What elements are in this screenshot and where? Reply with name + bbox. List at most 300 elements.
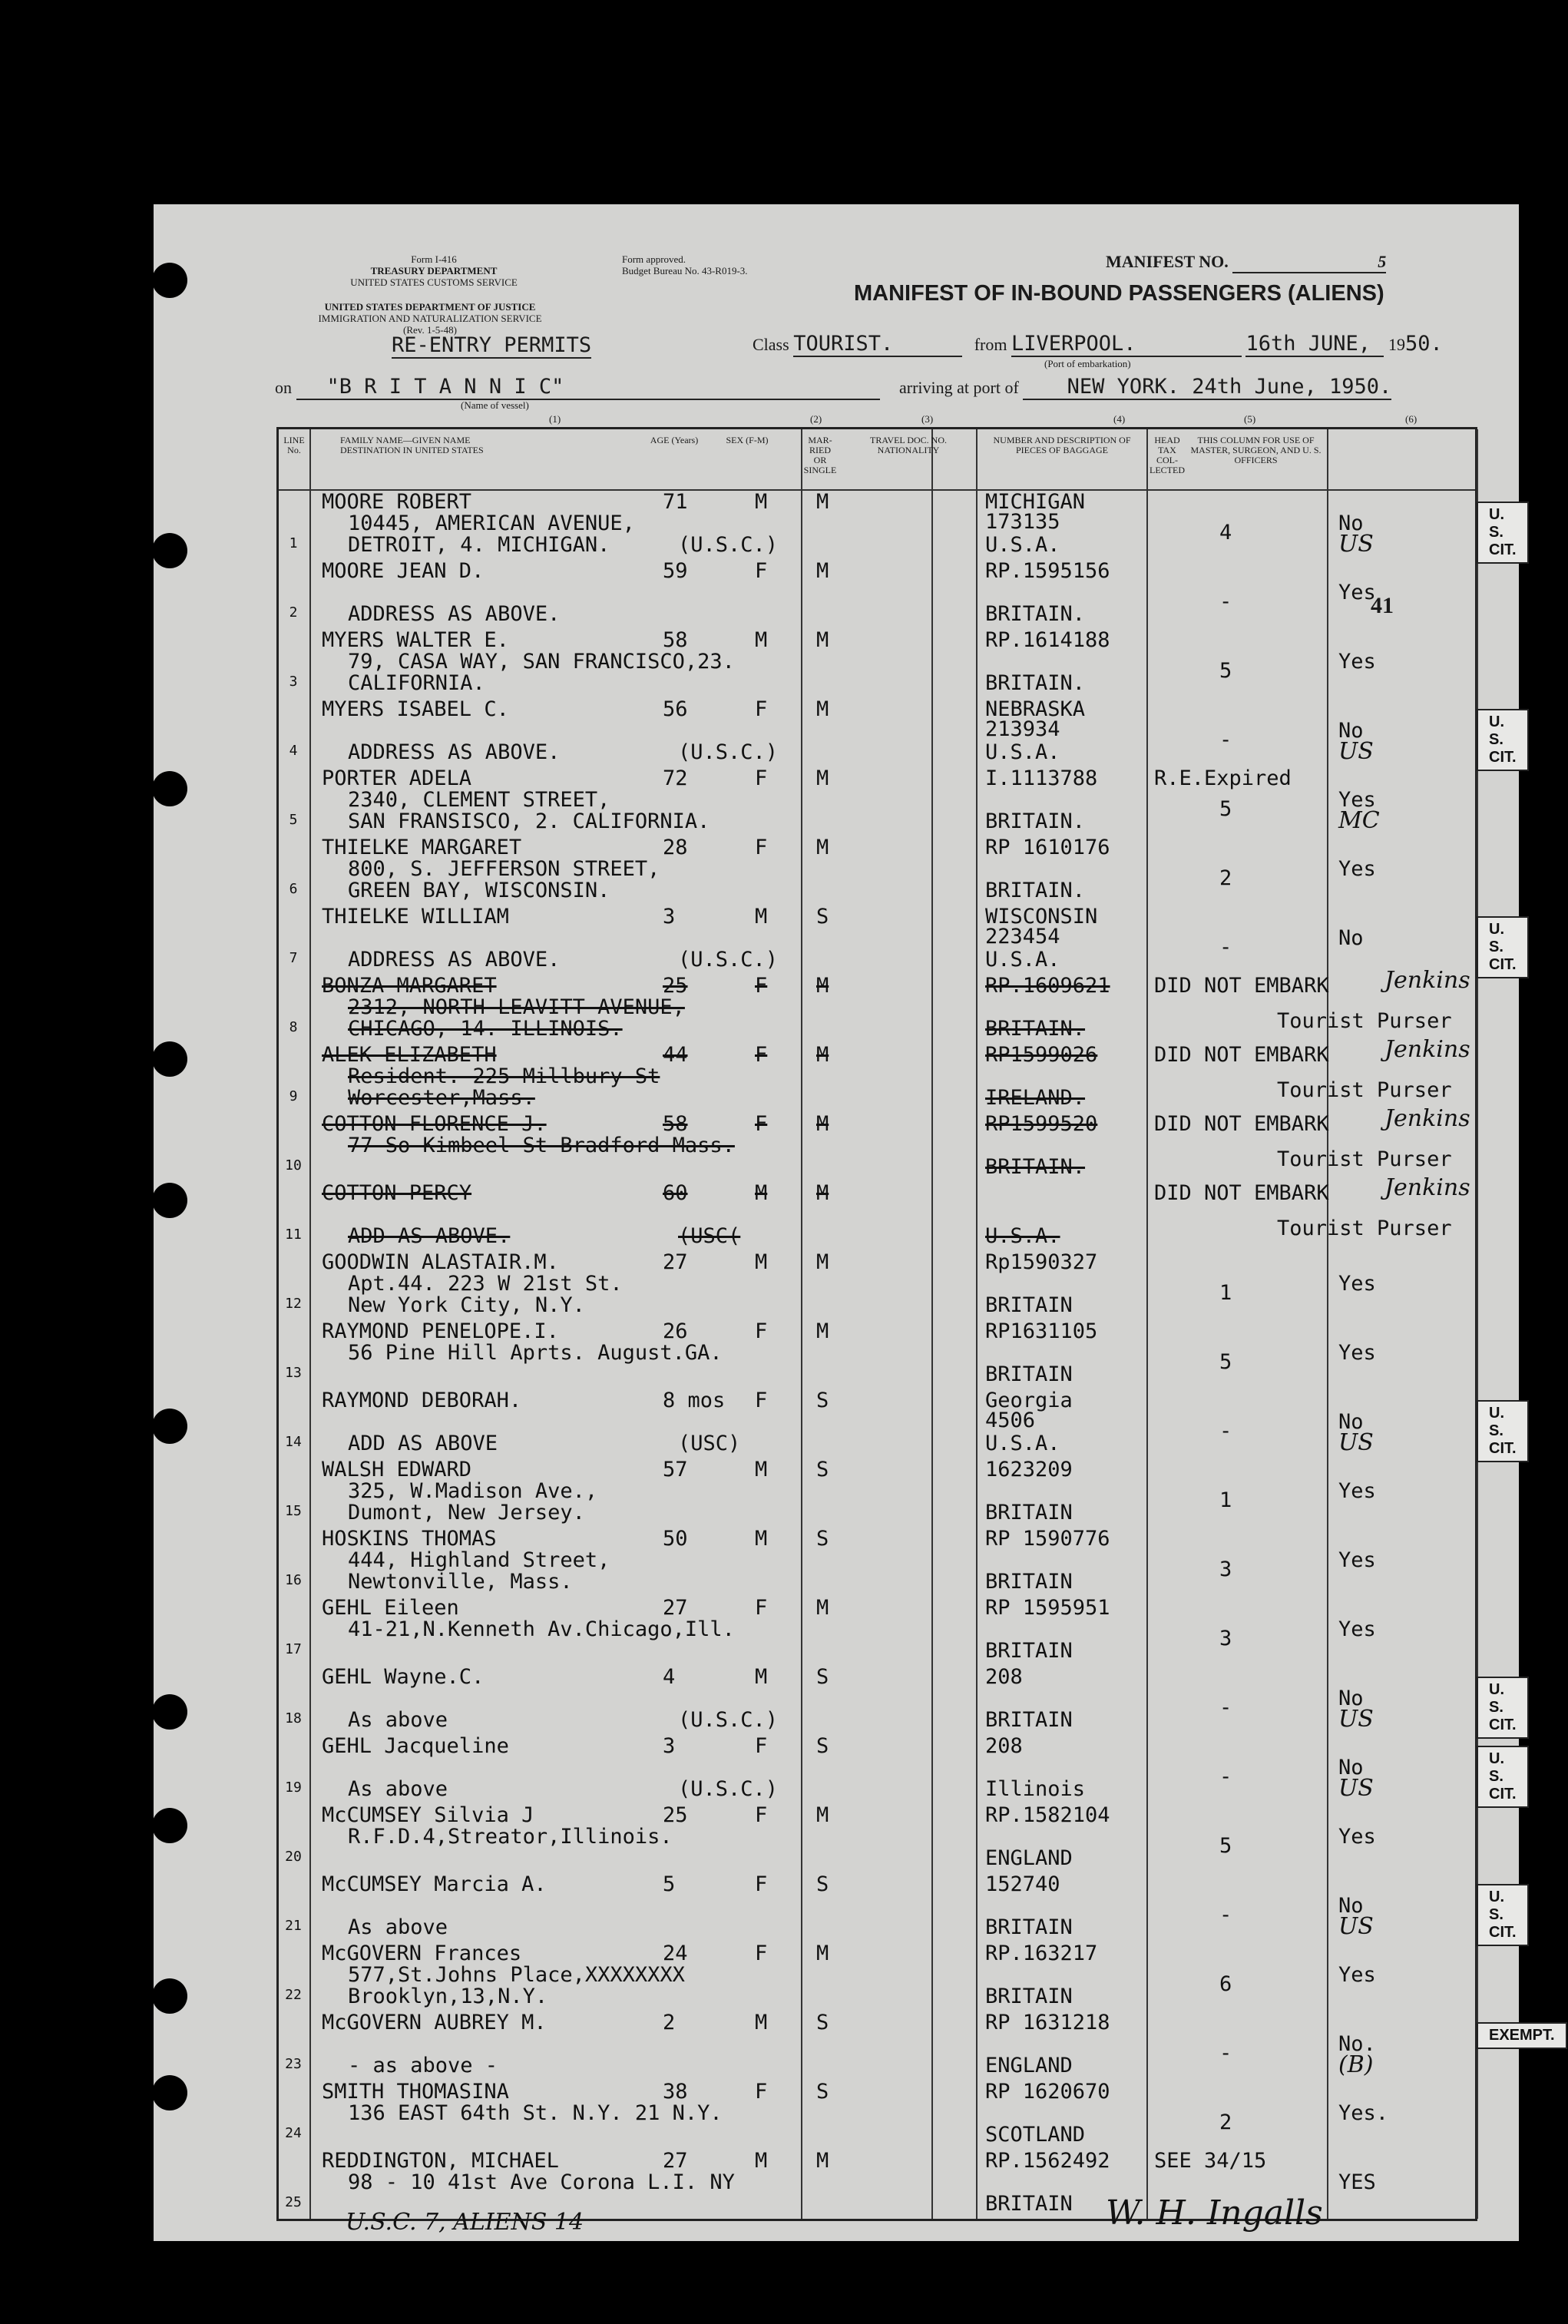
passenger-sex: F [755, 974, 768, 998]
us-cit-stamp: U. S. CIT. [1477, 502, 1529, 564]
marital-status: S [816, 1734, 829, 1758]
travel-doc-number: 152740 [985, 1872, 1060, 1896]
passenger-sex: M [755, 1458, 768, 1481]
treasury-dept: TREASURY DEPARTMENT [370, 265, 498, 276]
marital-status: S [816, 2080, 829, 2104]
baggage-count: DID NOT EMBARK [1154, 1181, 1329, 1205]
punch-hole [152, 1041, 187, 1077]
justice-dept: UNITED STATES DEPARTMENT OF JUSTICE [324, 301, 536, 313]
passenger-name: HOSKINS THOMAS [322, 1527, 497, 1551]
table-row [279, 1036, 1475, 1113]
passenger-sex: F [755, 836, 768, 859]
passenger-sex: M [755, 1181, 768, 1205]
line-number: 17 [285, 1641, 302, 1657]
us-cit-stamp: U. S. CIT. [1477, 916, 1529, 978]
head-tax-collected: Yes [1338, 1617, 1376, 1641]
head-tax-collected: Yes [1338, 650, 1376, 674]
head-tax-collected: Yes [1338, 857, 1376, 881]
nationality: BRITAIN. [985, 602, 1086, 626]
passenger-name: PORTER ADELA [322, 766, 472, 790]
baggage-count: R.E.Expired [1154, 766, 1292, 790]
travel-doc-number: RP.1595156 [985, 559, 1110, 583]
purser-title: Tourist Purser [1277, 1078, 1452, 1102]
passenger-name: MYERS ISABEL C. [322, 697, 509, 721]
passenger-table [276, 427, 1555, 2221]
passenger-address: 2340, CLEMENT STREET, [348, 788, 610, 812]
marital-status: M [816, 1803, 829, 1827]
passenger-age: 60 [663, 1181, 688, 1205]
baggage-count: - [1219, 935, 1232, 959]
line-number: 25 [285, 2194, 302, 2210]
date-value: 16th JUNE, [1245, 332, 1384, 357]
passenger-sex: F [755, 1319, 768, 1343]
table-row [279, 836, 1475, 905]
line-number: 15 [285, 1503, 302, 1519]
travel-doc-number: RP.1609621 [985, 974, 1110, 998]
passenger-destination: As above [348, 1915, 448, 1939]
table-row [279, 2081, 1475, 2150]
passenger-sex: M [755, 1527, 768, 1551]
travel-doc-number: RP1599026 [985, 1043, 1098, 1067]
table-row [279, 1597, 1475, 1666]
travel-doc-number: I.1113788 [985, 766, 1098, 790]
passenger-age: 38 [663, 2080, 688, 2104]
nationality: BRITAIN [985, 2192, 1073, 2216]
passenger-age: 25 [663, 1803, 688, 1827]
marital-status: M [816, 1043, 829, 1067]
nationality: BRITAIN. [985, 809, 1086, 833]
table-row [279, 490, 1517, 560]
travel-doc-number: 208 [985, 1665, 1023, 1689]
passenger-address: 800, S. JEFFERSON STREET, [348, 857, 660, 881]
passenger-sex: F [755, 2080, 768, 2104]
passenger-address: 79, CASA WAY, SAN FRANCISCO,23. [348, 650, 735, 674]
arrival-value: NEW YORK. 24th June, 1950. [1023, 375, 1391, 400]
marital-status: M [816, 766, 829, 790]
passenger-name: GOODWIN ALASTAIR.M. [322, 1250, 559, 1274]
col-header-baggage: NUMBER AND DESCRIPTION OF PIECES OF BAGGAGE [993, 435, 1131, 455]
baggage-count: 4 [1219, 521, 1232, 545]
head-tax-collected: Yes [1338, 788, 1376, 812]
passenger-destination: - as above - [348, 2054, 498, 2077]
passenger-sex: F [755, 1043, 768, 1067]
table-row [279, 767, 1475, 836]
form-approval [622, 253, 875, 276]
ins-service: IMMIGRATION AND NATURALIZATION SERVICE [318, 313, 542, 324]
baggage-count: - [1219, 2041, 1232, 2065]
travel-doc-number: RP1599520 [985, 1112, 1098, 1136]
table-row [279, 697, 1517, 767]
officer-signature: W. H. Ingalls [1106, 2193, 1323, 2233]
baggage-count: - [1219, 590, 1232, 614]
manifest-title: MANIFEST OF IN-BOUND PASSENGERS (ALIENS) [854, 281, 1384, 306]
travel-doc-number: 208 [985, 1734, 1023, 1758]
head-tax-collected: Yes [1338, 1479, 1376, 1503]
passenger-age: 28 [663, 836, 688, 859]
passenger-name: GEHL Eileen [322, 1596, 459, 1620]
passenger-age: 50 [663, 1527, 688, 1551]
on-label: on [275, 378, 292, 397]
us-citizen-mark: (U.S.C.) [678, 740, 779, 764]
passenger-sex: M [755, 628, 768, 652]
col-num-4: (4) [1113, 413, 1126, 425]
baggage-count: 5 [1219, 1350, 1232, 1374]
punch-hole [152, 1694, 187, 1730]
form-header-left [307, 253, 561, 288]
passenger-sex: M [755, 2149, 768, 2173]
punch-hole [152, 771, 187, 806]
passenger-destination: Worcester,Mass. [348, 1086, 535, 1110]
passenger-name: WALSH EDWARD [322, 1458, 472, 1481]
year-value: 50. [1404, 332, 1443, 356]
travel-doc-number: RP 1631218 [985, 2011, 1110, 2034]
line-number: 1 [289, 535, 298, 551]
us-cit-stamp: EXEMPT. [1477, 2022, 1567, 2049]
nationality: SCOTLAND [985, 2123, 1086, 2147]
baggage-count: - [1219, 1765, 1232, 1789]
nationality: BRITAIN [985, 1362, 1073, 1386]
passenger-age: 44 [663, 1043, 688, 1067]
marital-status: M [816, 1942, 829, 1965]
nationality: U.S.A. [985, 533, 1060, 557]
passenger-sex: F [755, 1942, 768, 1965]
line-number: 20 [285, 1849, 302, 1865]
travel-doc-number: RP 1620670 [985, 2080, 1110, 2104]
passenger-name: McGOVERN Frances [322, 1942, 522, 1965]
table-row [279, 2011, 1555, 2081]
baggage-count: - [1219, 1903, 1232, 1927]
col-header-travel-doc: TRAVEL DOC. NO. NATIONALITY [869, 435, 947, 455]
page-number: 41 [1371, 593, 1394, 618]
punch-hole [152, 1978, 187, 2014]
nationality: Illinois [985, 1777, 1086, 1801]
passenger-address: 77 So Kimbeel St Bradford Mass. [348, 1134, 735, 1157]
marital-status: S [816, 1389, 829, 1412]
passenger-destination: Dumont, New Jersey. [348, 1501, 585, 1525]
col-header-head-tax: HEAD TAX COL-LECTED [1150, 435, 1185, 475]
passenger-name: COTTON PERCY [322, 1181, 472, 1205]
passenger-address: 10445, AMERICAN AVENUE, [348, 511, 635, 535]
marital-status: S [816, 905, 829, 929]
manifest-no [1106, 252, 1386, 273]
head-tax-collected: Yes [1338, 581, 1376, 604]
baggage-count: 1 [1219, 1281, 1232, 1305]
travel-doc-number: RP 1595951 [985, 1596, 1110, 1620]
nationality: BRITAIN. [985, 671, 1086, 695]
baggage-count: - [1219, 1419, 1232, 1443]
passenger-destination: GREEN BAY, WISCONSIN. [348, 879, 610, 902]
marital-status: S [816, 1665, 829, 1689]
table-row [279, 967, 1475, 1044]
passenger-sex: F [755, 1803, 768, 1827]
marital-status: M [816, 836, 829, 859]
baggage-count: - [1219, 728, 1232, 752]
baggage-count: 2 [1219, 2110, 1232, 2134]
baggage-count: 3 [1219, 1558, 1232, 1581]
us-citizen-mark: (U.S.C.) [678, 1777, 779, 1801]
col-num-1: (1) [549, 413, 561, 425]
passenger-address: R.F.D.4,Streator,Illinois. [348, 1825, 673, 1849]
travel-doc-number: RP 1590776 [985, 1527, 1110, 1551]
baggage-count: 3 [1219, 1627, 1232, 1650]
line-number: 19 [285, 1779, 302, 1796]
marital-status: M [816, 1112, 829, 1136]
line-number: 5 [289, 812, 298, 828]
passenger-name: McCUMSEY Marcia A. [322, 1872, 547, 1896]
line-number: 24 [285, 2125, 302, 2141]
table-row [279, 1105, 1475, 1182]
passenger-sex: F [755, 1389, 768, 1412]
table-row [279, 905, 1517, 975]
line-number: 6 [289, 881, 298, 897]
manifest-no-value: 5 [1232, 252, 1386, 273]
table-row [279, 1528, 1475, 1597]
col-header-married: MAR-RIED OR SINGLE [803, 435, 837, 475]
passenger-name: GEHL Wayne.C. [322, 1665, 485, 1689]
passenger-name: COTTON FLORENCE J. [322, 1112, 547, 1136]
marital-status: S [816, 1872, 829, 1896]
nationality: BRITAIN. [985, 879, 1086, 902]
vessel-caption: (Name of vessel) [461, 399, 529, 411]
head-tax-collected: Yes [1338, 1963, 1376, 1987]
line-number: 9 [289, 1088, 298, 1104]
nationality: BRITAIN [985, 1501, 1073, 1525]
passenger-address: 2312, NORTH LEAVITT AVENUE, [348, 995, 685, 1019]
purser-signature: Jenkins [1384, 1105, 1470, 1132]
us-cit-stamp: U. S. CIT. [1477, 1884, 1529, 1946]
passenger-sex: F [755, 1112, 768, 1136]
nationality: BRITAIN [985, 1915, 1073, 1939]
line-number: 12 [285, 1296, 302, 1312]
line-number: 14 [285, 1434, 302, 1450]
officer-annotation: US [1338, 1429, 1374, 1456]
marital-status: S [816, 2011, 829, 2034]
passenger-address: 41-21,N.Kenneth Av.Chicago,Ill. [348, 1617, 735, 1641]
head-tax-collected: Yes [1338, 1341, 1376, 1365]
passenger-sex: M [755, 1250, 768, 1274]
table-row [279, 1942, 1475, 2011]
customs-service: UNITED STATES CUSTOMS SERVICE [350, 276, 518, 288]
travel-doc-number: RP.163217 [985, 1942, 1098, 1965]
passenger-destination: DETROIT, 4. MICHIGAN. [348, 533, 610, 557]
marital-status: M [816, 1250, 829, 1274]
nationality: U.S.A. [985, 1224, 1060, 1248]
travel-doc-extra: 223454 [985, 925, 1060, 948]
line-number: 10 [285, 1157, 302, 1174]
passenger-age: 58 [663, 1112, 688, 1136]
passenger-age: 4 [663, 1665, 676, 1689]
passenger-name: MYERS WALTER E. [322, 628, 509, 652]
nationality: ENGLAND [985, 1846, 1073, 1870]
baggage-count: DID NOT EMBARK [1154, 1112, 1329, 1136]
marital-status: M [816, 697, 829, 721]
head-tax-collected: Yes [1338, 1548, 1376, 1572]
us-citizen-mark: (USC) [678, 1432, 741, 1455]
head-tax-collected: YES [1338, 2170, 1376, 2194]
manifest-page [154, 204, 1555, 2241]
baggage-count: 5 [1219, 1834, 1232, 1858]
class-value: TOURIST. [793, 332, 962, 357]
purser-title: Tourist Purser [1277, 1009, 1452, 1033]
table-row [279, 1458, 1475, 1528]
arriving-label: arriving at port of [899, 378, 1019, 397]
col-header-age: AGE (Years) [650, 435, 699, 445]
head-tax-collected: No [1338, 1756, 1364, 1779]
passenger-age: 27 [663, 1250, 688, 1274]
nationality: BRITAIN [985, 1708, 1073, 1732]
passenger-destination: ADDRESS AS ABOVE. [348, 740, 561, 764]
passenger-name: MOORE JEAN D. [322, 559, 485, 583]
us-cit-stamp: U. S. CIT. [1477, 709, 1529, 771]
vessel-line [275, 375, 1391, 400]
us-citizen-mark: (U.S.C.) [678, 533, 779, 557]
col-header-sex: SEX (F-M) [726, 435, 769, 445]
class-label: Class [753, 335, 789, 354]
passenger-destination: New York City, N.Y. [348, 1293, 585, 1317]
passenger-sex: M [755, 1665, 768, 1689]
us-citizen-mark: (U.S.C.) [678, 1708, 779, 1732]
passenger-destination: ADD AS ABOVE. [348, 1224, 511, 1248]
head-tax-collected: No [1338, 1894, 1364, 1918]
baggage-count: 2 [1219, 866, 1232, 890]
col-header-line: LINE No. [283, 435, 305, 455]
punch-hole [152, 1409, 187, 1444]
travel-doc-number: RP.1562492 [985, 2149, 1110, 2173]
marital-status: M [816, 974, 829, 998]
form-header-justice [253, 301, 607, 336]
marital-status: S [816, 1527, 829, 1551]
passenger-destination: CALIFORNIA. [348, 671, 485, 695]
table-row [279, 1872, 1517, 1942]
marital-status: M [816, 628, 829, 652]
passenger-destination: SAN FRANSISCO, 2. CALIFORNIA. [348, 809, 710, 833]
baggage-count: 5 [1219, 659, 1232, 683]
passenger-sex: F [755, 1872, 768, 1896]
line-number: 16 [285, 1572, 302, 1588]
baggage-count: - [1219, 1696, 1232, 1720]
passenger-age: 5 [663, 1872, 676, 1896]
passenger-destination: Newtonville, Mass. [348, 1570, 573, 1594]
travel-doc-number: Georgia [985, 1389, 1073, 1412]
nationality: U.S.A. [985, 740, 1060, 764]
head-tax-collected: No [1338, 1410, 1364, 1434]
passenger-age: 26 [663, 1319, 688, 1343]
head-tax-collected: No [1338, 511, 1364, 535]
passenger-name: SMITH THOMASINA [322, 2080, 509, 2104]
table-row [279, 1389, 1517, 1458]
reentry-permits [392, 333, 591, 359]
passenger-name: McCUMSEY Silvia J [322, 1803, 534, 1827]
vessel-name: "B R I T A N N I C" [296, 375, 880, 400]
passenger-destination: As above [348, 1708, 448, 1732]
passenger-age: 72 [663, 766, 688, 790]
us-citizen-mark: (U.S.C.) [678, 948, 779, 972]
line-number: 3 [289, 674, 298, 690]
passenger-age: 24 [663, 1942, 688, 1965]
passenger-age: 3 [663, 1734, 676, 1758]
passenger-sex: F [755, 559, 768, 583]
reentry-text: RE-ENTRY PERMITS [392, 333, 592, 357]
punch-hole [152, 533, 187, 568]
table-row [279, 560, 1475, 629]
punch-hole [152, 1183, 187, 1218]
revision: (Rev. 1-5-48) [403, 324, 457, 336]
line-number: 8 [289, 1019, 298, 1035]
purser-signature: Jenkins [1384, 967, 1470, 994]
us-cit-stamp: U. S. CIT. [1477, 1677, 1529, 1739]
us-cit-stamp: U. S. CIT. [1477, 1400, 1529, 1462]
travel-doc-number: RP.1614188 [985, 628, 1110, 652]
passenger-name: GEHL Jacqueline [322, 1734, 509, 1758]
marital-status: M [816, 1319, 829, 1343]
officer-annotation: (B) [1338, 2051, 1374, 2078]
table-row [279, 1174, 1475, 1251]
nationality: U.S.A. [985, 1432, 1060, 1455]
travel-doc-number: Rp1590327 [985, 1250, 1098, 1274]
passenger-destination: Brooklyn,13,N.Y. [348, 1985, 548, 2008]
baggage-count: DID NOT EMBARK [1154, 974, 1329, 998]
line-number: 2 [289, 604, 298, 621]
head-tax-collected: Yes. [1338, 2101, 1389, 2125]
year-prefix: 19 [1388, 335, 1405, 354]
passenger-sex: F [755, 1596, 768, 1620]
nationality: ENGLAND [985, 2054, 1073, 2077]
line-number: 7 [289, 950, 298, 966]
passenger-age: 8 mos [663, 1389, 726, 1412]
purser-signature: Jenkins [1384, 1174, 1470, 1201]
passenger-address: 136 EAST 64th St. N.Y. 21 N.Y. [348, 2101, 723, 2125]
officer-annotation: US [1338, 1706, 1374, 1733]
travel-doc-number: WISCONSIN [985, 905, 1098, 929]
head-tax-collected: Yes [1338, 1272, 1376, 1296]
passenger-age: 58 [663, 628, 688, 652]
passenger-address: 325, W.Madison Ave., [348, 1479, 598, 1503]
purser-title: Tourist Purser [1277, 1217, 1452, 1240]
purser-signature: Jenkins [1384, 1036, 1470, 1063]
form-number: Form I-416 [411, 253, 457, 265]
passenger-age: 71 [663, 490, 688, 514]
passenger-destination: ADDRESS AS ABOVE. [348, 948, 561, 972]
passenger-destination: ADD AS ABOVE [348, 1432, 498, 1455]
line-number: 11 [285, 1227, 302, 1243]
class-line [753, 332, 1443, 357]
line-number: 4 [289, 743, 298, 759]
passenger-age: 59 [663, 559, 688, 583]
us-citizen-mark: (USC( [678, 1224, 741, 1248]
officer-annotation: US [1338, 1775, 1374, 1802]
nationality: BRITAIN [985, 1985, 1073, 2008]
marital-status: M [816, 559, 829, 583]
nationality: IRELAND. [985, 1086, 1086, 1110]
marital-status: M [816, 1596, 829, 1620]
port-caption: (Port of embarkation) [1044, 358, 1131, 369]
footer-note: U.S.C. 7, ALIENS 14 [346, 2209, 584, 2236]
passenger-sex: M [755, 905, 768, 929]
head-tax-collected: No [1338, 1687, 1364, 1710]
passenger-address: Resident. 225 Millbury St [348, 1064, 660, 1088]
marital-status: M [816, 2149, 829, 2173]
travel-doc-number: RP.1582104 [985, 1803, 1110, 1827]
travel-doc-extra: 213934 [985, 717, 1060, 741]
head-tax-collected: No [1338, 926, 1364, 950]
col-header-name: FAMILY NAME—GIVEN NAME DESTINATION IN UNITED STATES [340, 435, 484, 455]
table-row [279, 1804, 1475, 1873]
line-number: 23 [285, 2056, 302, 2072]
passenger-sex: F [755, 766, 768, 790]
table-row [279, 1320, 1475, 1389]
passenger-destination: As above [348, 1777, 448, 1801]
baggage-count-2: 5 [1219, 797, 1232, 821]
